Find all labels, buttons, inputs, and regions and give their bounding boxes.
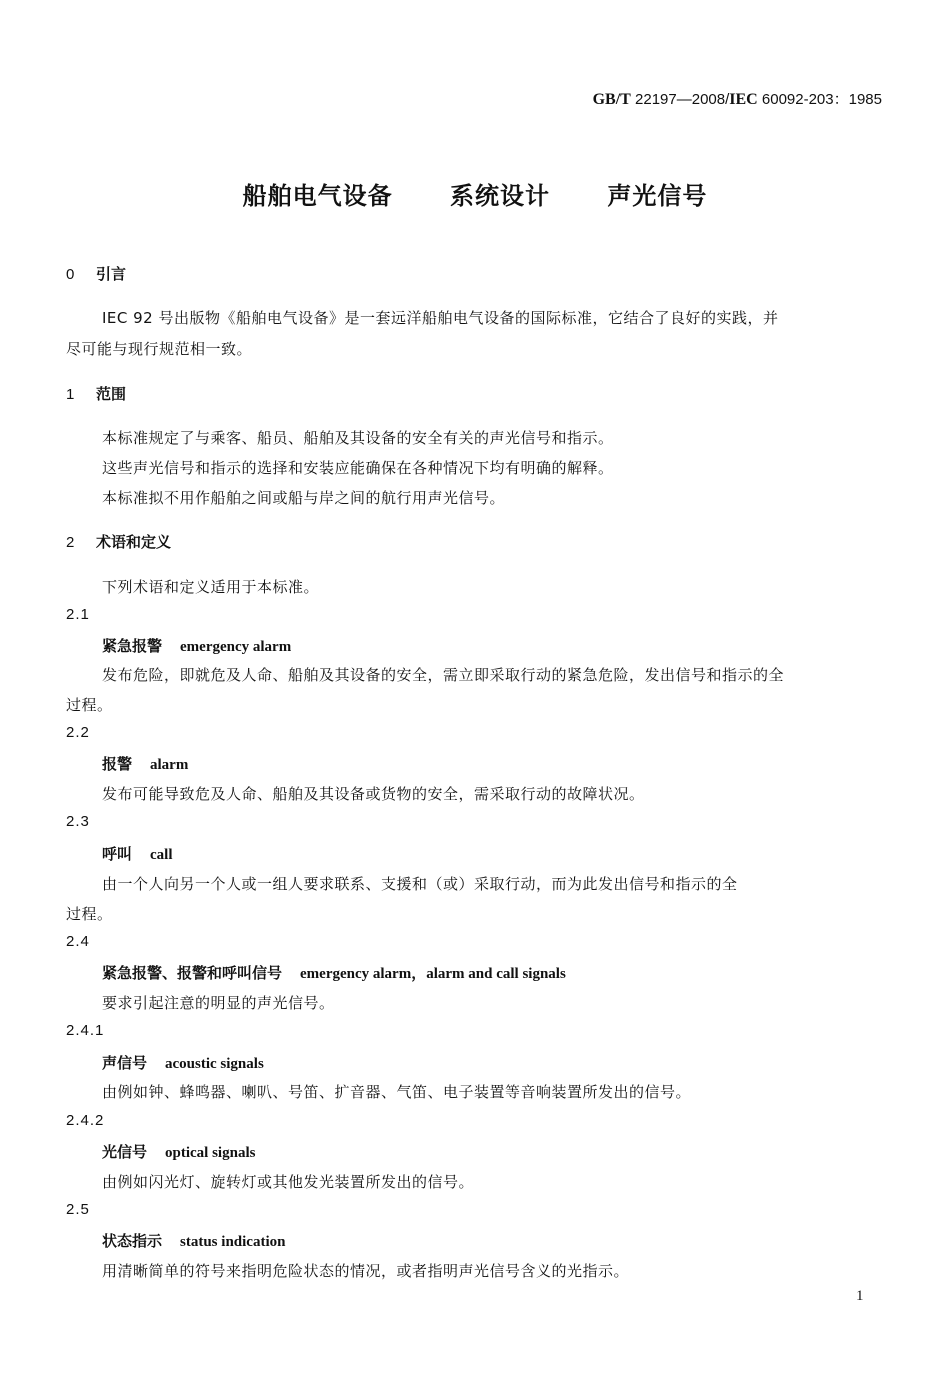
iec-prefix: IEC	[729, 91, 758, 108]
document-title	[0, 176, 950, 211]
definition-line-2: 过程。	[66, 905, 113, 923]
clause-number: 2.3	[66, 813, 90, 830]
term-heading: 光信号 optical signals	[102, 1143, 256, 1161]
definition-line-1: 由例如闪光灯、旋转灯或其他发光装置所发出的信号。	[102, 1173, 475, 1191]
section-0-paragraph-line-2: 尽可能与现行规范相一致。	[66, 340, 253, 358]
term-heading: 紧急报警、报警和呼叫信号 emergency alarm，alarm and call signals	[102, 964, 566, 982]
definition-line-1: 发布可能导致危及人命、船舶及其设备或货物的安全，需采取行动的故障状况。	[102, 785, 645, 803]
definition-line-1: 用清晰简单的符号来指明危险状态的情况，或者指明声光信号含义的光指示。	[102, 1262, 630, 1280]
page-number: 1	[856, 1288, 864, 1304]
clause-number: 2.4.2	[66, 1112, 105, 1129]
title-part-3: 声光信号	[607, 182, 708, 210]
standard-prefix: GB/T	[592, 91, 631, 108]
definition-line-1: 发布危险，即就危及人命、船舶及其设备的安全，需立即采取行动的紧急危险，发出信号和指示的全	[102, 666, 785, 684]
definition-line-1: 要求引起注意的明显的声光信号。	[102, 994, 335, 1012]
term-heading: 呼叫 call	[102, 845, 173, 863]
title-part-2: 系统设计	[450, 182, 550, 210]
section-1-heading: 1 范围	[66, 385, 127, 403]
section-0-paragraph-line-1: IEC 92 号出版物《船舶电气设备》是一套远洋船舶电气设备的国际标准，它结合了良好的实践，并	[102, 309, 779, 327]
standard-number: 22197—2008/	[630, 91, 730, 108]
iec-number: 60092-203：1985	[757, 91, 882, 108]
definition-line-1: 由例如钟、蜂鸣器、喇叭、号笛、扩音器、气笛、电子装置等音响装置所发出的信号。	[102, 1083, 692, 1101]
section-2-heading: 2 术语和定义	[66, 533, 172, 551]
term-heading: 紧急报警 emergency alarm	[102, 637, 292, 655]
definition-line-2: 过程。	[66, 696, 113, 714]
term-heading: 报警 alarm	[102, 755, 189, 773]
standard-code-header	[593, 88, 882, 109]
scope-line-2: 这些声光信号和指示的选择和安装应能确保在各种情况下均有明确的解释。	[102, 459, 614, 477]
section-2-intro: 下列术语和定义适用于本标准。	[102, 578, 320, 596]
clause-number: 2.4	[66, 933, 90, 950]
title-part-1: 船舶电气设备	[242, 182, 393, 210]
section-0-heading: 0 引言	[66, 265, 127, 283]
term-heading: 状态指示 status indication	[102, 1232, 286, 1250]
clause-number: 2.4.1	[66, 1022, 105, 1039]
clause-number: 2.2	[66, 724, 90, 741]
clause-number: 2.1	[66, 606, 90, 623]
definition-line-1: 由一个人向另一个人或一组人要求联系、支援和（或）采取行动，而为此发出信号和指示的全	[102, 875, 738, 893]
clause-number: 2.5	[66, 1201, 90, 1218]
scope-line-1: 本标准规定了与乘客、船员、船舶及其设备的安全有关的声光信号和指示。	[102, 429, 614, 447]
term-heading: 声信号 acoustic signals	[102, 1054, 264, 1072]
scope-line-3: 本标准拟不用作船舶之间或船与岸之间的航行用声光信号。	[102, 489, 506, 507]
